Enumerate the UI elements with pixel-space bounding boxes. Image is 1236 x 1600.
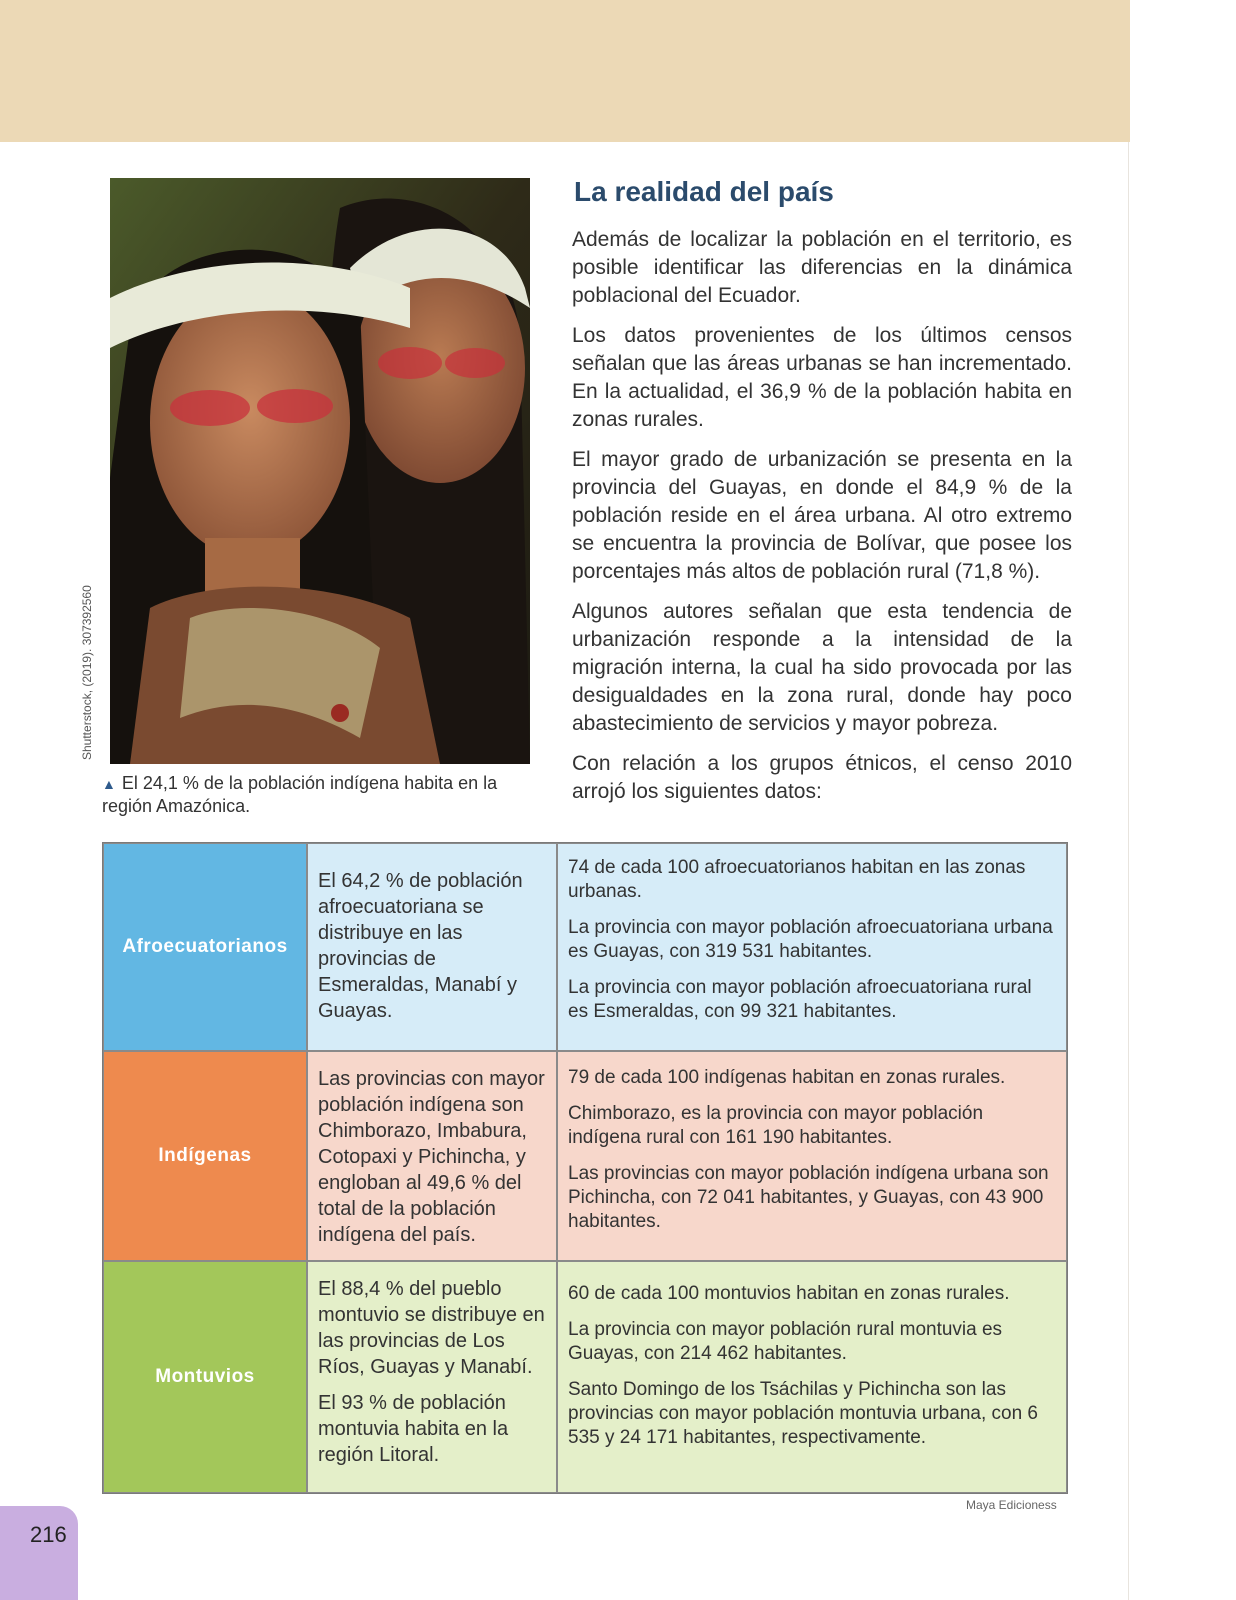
header-band	[0, 0, 1130, 142]
paragraph: Además de localizar la población en el territorio, es posible identificar las diferencias en la dinámica poblacional del Ecuador.	[572, 228, 1072, 307]
photo-caption-text: El 24,1 % de la población indígena habita en la región Amazónica.	[102, 773, 498, 816]
details-cell	[557, 843, 1067, 1051]
page-number-tab	[0, 1506, 78, 1600]
paragraph: Los datos provenientes de los últimos censos señalan que las áreas urbanas se han incrementado. En la actualidad, el 36,9 % de la población habita en zonas rurales.	[572, 324, 1072, 431]
group-label-indigenas: Indígenas	[103, 1051, 307, 1261]
section-title: La realidad del país	[574, 176, 834, 207]
triangle-icon: ▲	[102, 776, 116, 792]
distribution-cell	[307, 843, 557, 1051]
distribution-text: El 64,2 % de población afroecuatoriana se distribuye en las provincias de Esmeraldas, Manabí y Guayas.	[318, 870, 523, 1022]
detail-text: La provincia con mayor población afroecuatoriana rural es Esmeraldas, con 99 321 habitantes.	[568, 977, 1032, 1022]
detail-text: Chimborazo, es la provincia con mayor población indígena rural con 161 190 habitantes.	[568, 1103, 984, 1148]
detail-text: 79 de cada 100 indígenas habitan en zonas rurales.	[568, 1067, 1006, 1088]
detail-text: 60 de cada 100 montuvios habitan en zonas rurales.	[568, 1283, 1010, 1304]
group-label-montuvios: Montuvios	[103, 1261, 307, 1493]
distribution-cell	[307, 1261, 557, 1493]
detail-text: La provincia con mayor población afroecuatoriana urbana es Guayas, con 319 531 habitantes.	[568, 917, 1053, 962]
indigenous-women-photo	[110, 178, 530, 764]
distribution-text: Las provincias con mayor población indígena son Chimborazo, Imbabura, Cotopaxi y Pichincha, y engloban al 49,6 % del total de la población indígena del país.	[318, 1068, 545, 1246]
distribution-text: El 88,4 % del pueblo montuvio se distribuye en las provincias de Los Ríos, Guayas y Manabí.	[318, 1278, 545, 1378]
photo-caption	[102, 772, 532, 817]
detail-text: La provincia con mayor población rural montuvia es Guayas, con 214 462 habitantes.	[568, 1319, 1003, 1364]
photo-credit: Shutterstock, (2019). 307392560	[80, 585, 94, 760]
section-body	[572, 226, 1072, 818]
details-cell	[557, 1261, 1067, 1493]
page-number: 216	[30, 1522, 67, 1547]
detail-text: Las provincias con mayor población indígena urbana son Pichincha, con 72 041 habitantes, y Guayas, con 43 900 habitantes.	[568, 1163, 1049, 1232]
group-label-afroecuatorianos: Afroecuatorianos	[103, 843, 307, 1051]
detail-text: 74 de cada 100 afroecuatorianos habitan en las zonas urbanas.	[568, 857, 1026, 902]
distribution-text: El 93 % de población montuvia habita en la región Litoral.	[318, 1392, 509, 1466]
publisher-label: Maya Edicioness	[966, 1498, 1057, 1512]
details-cell	[557, 1051, 1067, 1261]
ethnic-groups-table	[102, 842, 1068, 1494]
page-edge-line	[1128, 142, 1129, 1600]
detail-text: Santo Domingo de los Tsáchilas y Pichincha son las provincias con mayor población montuvia urbana, con 6 535 y 24 171 habitantes, respectivamente.	[568, 1379, 1038, 1448]
paragraph: Con relación a los grupos étnicos, el censo 2010 arrojó los siguientes datos:	[572, 752, 1072, 803]
right-margin	[1130, 0, 1236, 1600]
distribution-cell	[307, 1051, 557, 1261]
paragraph: El mayor grado de urbanización se presenta en la provincia del Guayas, en donde el 84,9 % de la población reside en el área urbana. Al otro extremo se encuentra la provincia de Bolívar, que posee los porcentajes más altos de población rural (71,8 %).	[572, 448, 1072, 583]
paragraph: Algunos autores señalan que esta tendencia de urbanización responde a la intensidad de la migración interna, la cual ha sido provocada por las desigualdades en la zona rural, donde hay poco abastecimiento de servicios y mayor pobreza.	[572, 600, 1072, 735]
